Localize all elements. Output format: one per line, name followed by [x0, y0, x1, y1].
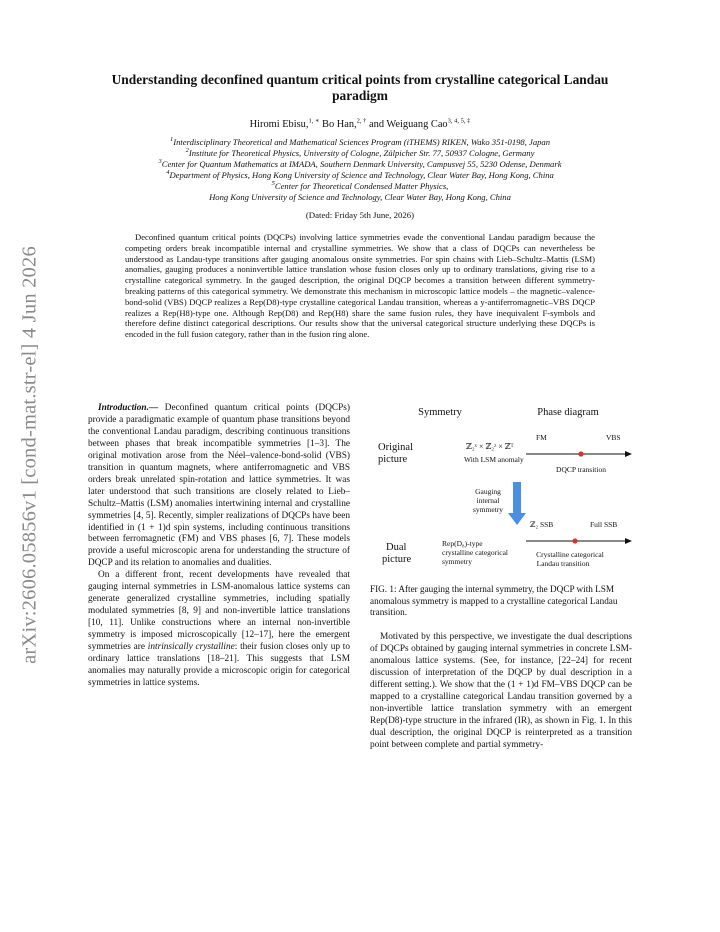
dated-line: (Dated: Friday 5th June, 2026): [305, 210, 415, 220]
row1-label: picture: [378, 454, 408, 465]
gauging-label: Gauging: [475, 487, 501, 496]
author-name: and Weiguang Cao: [369, 119, 448, 130]
gauging-arrow-head: [508, 513, 526, 525]
gauging-arrow-shaft: [513, 482, 521, 515]
row1-left-phase: FM: [536, 433, 547, 442]
row2-axis-arrowhead: [625, 538, 632, 544]
affiliation: Hong Kong University of Science and Technology, Clear Water Bay, Hong Kong, China: [209, 192, 511, 202]
intro-heading: Introduction.—: [98, 403, 159, 413]
row2-label: Dual: [386, 542, 407, 553]
arxiv-identifier: arXiv:2606.05856v1 [cond-mat.str-el] 4 Jun 2026: [18, 246, 41, 664]
fig-header-symmetry: Symmetry: [418, 407, 462, 418]
row2-transition-label: Landau transition: [536, 559, 590, 568]
affiliation: $^3$Center for Quantum Mathematics at IMADA, Southern Denmark University, Campusvej 55, 5230 Odense, Denmark: [158, 158, 562, 169]
author-list: [95, 119, 625, 130]
row2-left-phase: ℤ₂ SSB: [530, 520, 554, 529]
gauging-label: internal: [476, 496, 500, 505]
row2-symmetry: crystalline categorical: [442, 548, 509, 557]
gauging-label: symmetry: [473, 505, 503, 514]
right-paragraph: Motivated by this perspective, we investigate the dual descriptions of DQCPs obtained by gauging internal symmetries in concrete LSM-anomalous lattice systems. (See, for instance, [22–24] for recent discussion of interpretation of the DQCP by dual description in a different setting.). We show that the (1 + 1)d FM–VBS DQCP can be mapped to a crystalline categorical Landau transition governed by a non-invertible lattice translation symmetry with an emergent Rep(D8)-type structure in the infrared (IR), as shown in Fig. 1. In this dual description, the original DQCP is reinterpreted as a transition point between complete and partial symmetry-: [370, 632, 632, 750]
abstract: Deconfined quantum critical points (DQCPs) involving lattice symmetries evade the conventional Landau paradigm because the competing orders break incompatible internal and crystalline symmetries. We show that a class of DQCPs can nevertheless be understood as Landau-type transitions after gauging anomalous onsite symmetries. For spin chains with Lieb–Schultz–Mattis (LSM) anomalies, gauging produces a noninvertible lattice translation whose fusion closes only up to ordinary translations, giving rise to a crystalline categorical symmetry. In the gauged description, the original DQCP becomes a transition between different symmetry-breaking patterns of this categorical symmetry. We demonstrate this mechanism in microscopic lattice models – the magnetic–valence-bond-solid (VBS) DQCP realizes a Rep(D8)-type crystalline categorical Landau transition, whereas a y-antiferromagnetic–VBS DQCP realizes a Rep(H8)-type one. Although Rep(D8) and Rep(H8) share the same fusion rules, they have inequivalent F-symbols and therefore define distinct categorical descriptions. Our results show that the universal categorical structure underlying these DQCPs is encoded in the full fusion category, rather than in the fusion ring alone.: [125, 232, 595, 340]
row1-note: With LSM anomaly: [464, 455, 524, 464]
affiliation: $^2$Institute for Theoretical Physics, University of Cologne, Zülpicher Str. 77, 50937 Cologne, Germany: [185, 147, 535, 158]
row1-transition-label: DQCP transition: [556, 465, 606, 474]
author-mark: 1, ∗: [308, 117, 320, 125]
row2-right-phase: Full SSB: [590, 520, 618, 529]
affiliation: $^5$Center for Theoretical Condensed Matter Physics,: [271, 180, 449, 191]
author-name: Bo Han,: [322, 119, 357, 130]
row2-critical-point: [572, 538, 577, 543]
row2-label: picture: [382, 554, 412, 565]
row1-axis-arrowhead: [625, 451, 632, 457]
figure-1-diagram: [370, 400, 640, 580]
right-column: [370, 632, 632, 752]
second-paragraph: On a different front, recent developments have revealed that gauging internal symmetries in LSM-anomalous lattice systems can generate generalized crystalline symmetries, including spatially modulated symmetries [8, 9] and non-invertible lattice translations [10, 11]. Unlike constructions where an internal non-invertible symmetry is imposed microscopically [12–17], here the emergent symmetries are intrinsically crystalline: their fusion closes only up to ordinary lattice translations [18–21]. This suggests that LSM anomalies may naturally provide a microscopic origin for categorical symmetries in lattice systems.: [88, 570, 350, 688]
affiliation: $^4$Department of Physics, Hong Kong University of Science and Technology, Clear Water Bay, Hong Kong, China: [166, 169, 554, 180]
affiliation: $^1$Interdisciplinary Theoretical and Mathematical Sciences Program (iTHEMS) RIKEN, Wako 351-0198, Japan: [169, 136, 551, 147]
row2-symmetry: symmetry: [442, 557, 472, 566]
row2-symmetry: Rep(D₈)-type: [442, 539, 483, 548]
row2-transition-label: Crystalline categorical: [536, 550, 604, 559]
row1-right-phase: VBS: [606, 433, 621, 442]
figure-1-caption: FIG. 1: After gauging the internal symmetry, the DQCP with LSM anomalous symmetry is mapped to a crystalline categorical Landau transition.: [370, 584, 618, 618]
row1-label: Original: [378, 442, 413, 453]
author-mark: 2, †: [356, 117, 367, 125]
row1-critical-point: [578, 451, 583, 456]
paper-title: Understanding deconfined quantum critical points from crystalline categorical Landau paradigm: [111, 72, 609, 103]
left-column: [88, 403, 350, 690]
fig-header-phase: Phase diagram: [537, 407, 599, 418]
author-mark: 3, 4, 5, ‡: [447, 117, 471, 125]
row1-symmetry: ℤ₂ˣ × ℤ₂ᶻ × ℤᵀ: [466, 442, 514, 451]
intro-paragraph: Introduction.— Deconfined quantum critical points (DQCPs) provide a paradigmatic example of quantum phase transitions beyond the conventional Landau paradigm, describing continuous transitions between phases that break incompatible symmetries [1–3]. The original motivation arose from the Néel–valence-bond-solid (VBS) transition in quantum magnets, where antiferromagnetic and VBS orders break unrelated spin-rotation and lattice symmetries. It was later understood that such transitions are closely related to Lieb–Schultz–Mattis (LSM) anomalies intertwining internal and crystalline symmetries [4, 5]. Recently, simpler realizations of DQCPs have been identified in (1 + 1)d spin systems, including continuous transitions between ferromagnetic (FM) and VBS phases [6, 7]. These models provide a useful microscopic arena for understanding the structure of DQCP and its relation to anomalies and dualities.: [88, 403, 351, 569]
author-name: Hiromi Ebisu,: [249, 119, 309, 130]
arxiv-sidebar-stamp: [10, 225, 50, 685]
